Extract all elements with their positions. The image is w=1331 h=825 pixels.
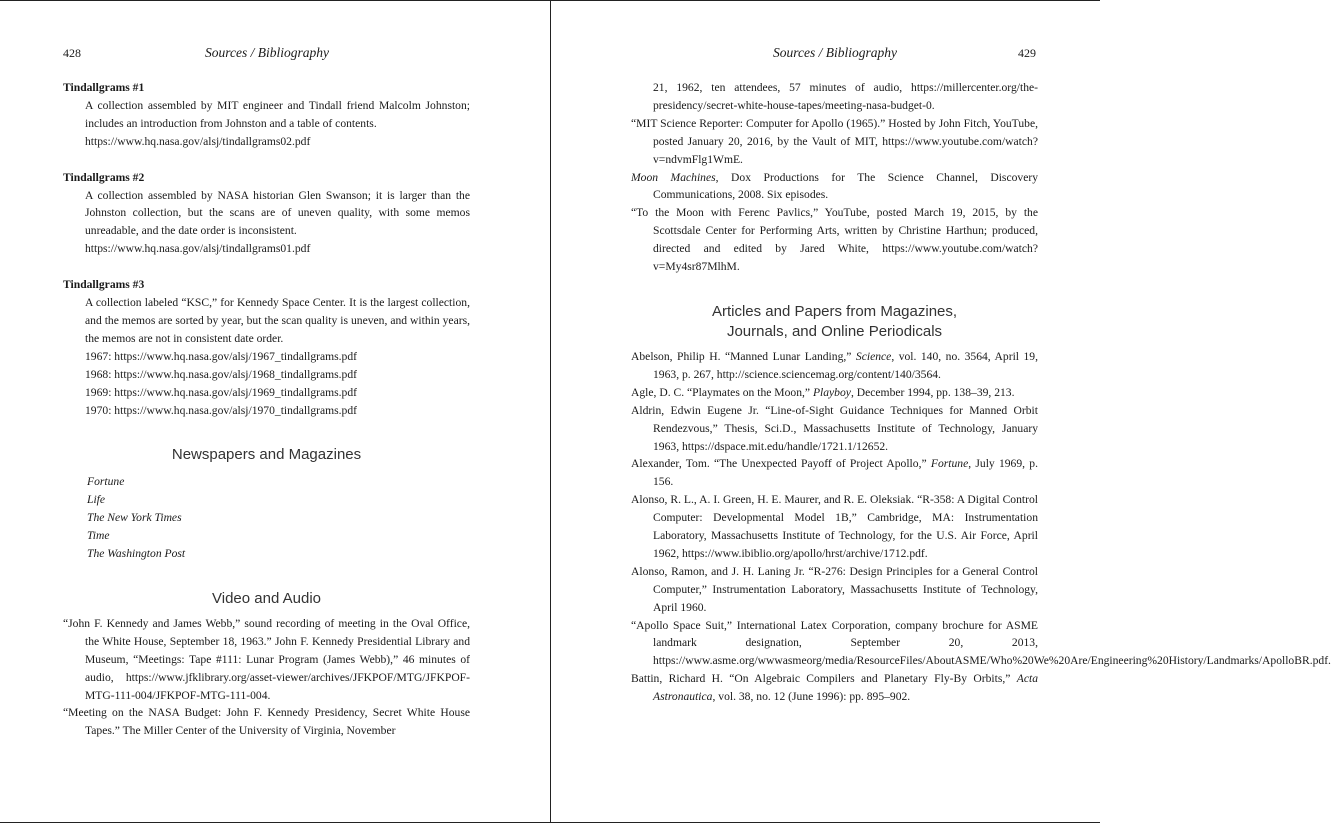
reference-entry: Alexander, Tom. “The Unexpected Payoff of Project Apollo,” Fortune, July 1969, p. 156. [631,457,1039,489]
reference-entry: “MIT Science Reporter: Computer for Apollo (1965).” Hosted by John Fitch, YouTube, posted January 20, 2016, by the Vault of MIT, https://www.youtube.com/watch?v=ndvmFlg1WmE. [631,116,1038,166]
right-page [550,0,1331,823]
section-heading-line1: Articles and Papers from Magazines, [711,302,958,320]
publication-item: The Washington Post [87,547,186,561]
running-head: Sources / Bibliography [205,45,329,60]
reference-entry: Agle, D. C. “Playmates on the Moon,” Playboy, December 1994, pp. 138–39, 213. [631,385,1015,399]
reference-entry: “To the Moon with Ferenc Pavlics,” YouTube, posted March 19, 2015, by the Scottsdale Center for Performing Arts, written by Christine Harthun; produced, directed and edited by Jared White, https://www.youtube.com/watch?v=My4sr87MlhM. [631,206,1038,274]
section-heading-line2: Journals, and Online Periodicals [726,322,943,340]
year-url: 1970: https://www.hq.nasa.gov/alsj/1970_tindallgrams.pdf [85,403,357,417]
reference-entry: Abelson, Philip H. “Manned Lunar Landing,” Science, vol. 140, no. 3564, April 19, 1963, p. 267, http://science.sciencemag.org/content/140/3564. [631,349,1038,381]
year-url: 1967: https://www.hq.nasa.gov/alsj/1967_tindallgrams.pdf [85,349,357,363]
running-head: Sources / Bibliography [773,45,897,60]
reference-entry: “Apollo Space Suit,” International Latex Corporation, company brochure for ASME landmark designation, September 20, 2013, https://www.asme.org/wwwasmeorg/media/ResourceFiles/AboutASME/Who%20We%20Are/Engineering%20History/Landmarks/ApolloBR.pdf. [631,618,1331,668]
entry-url: https://www.hq.nasa.gov/alsj/tindallgrams02.pdf [85,134,311,148]
section-heading: Video and Audio [212,589,321,607]
reference-entry: “John F. Kennedy and James Webb,” sound recording of meeting in the Oval Office, the White House, September 18, 1963.” John F. Kennedy Presidential Library and Museum, “Meetings: Tape #111: Lunar Program (James Webb),” 46 minutes of audio, https://www.jfklibrary.org/asset-viewer/archives/JFKPOF/MTG/JFKPOF-MTG-111-004/JFKPOF-MTG-111-004. [63,616,470,702]
left-column [63,79,470,740]
publication-item: The New York Times [87,511,182,525]
year-url: 1968: https://www.hq.nasa.gov/alsj/1968_tindallgrams.pdf [85,367,357,381]
entry-description: A collection assembled by NASA historian Glen Swanson; it is larger than the Johnston collection, but the scans are of uneven quality, with some memos unreadable, and the date order is inconsistent. [85,188,470,238]
publication-item: Fortune [87,475,125,489]
reference-entry: Alonso, R. L., A. I. Green, H. E. Maurer, and R. E. Oleksiak. “R-358: A Digital Control Computer: Developmental Model 1B,” Cambridge, MA: Instrumentation Laboratory, Massachusetts Institute of Technology, for the U.S. Air Force, April 1962, https://www.ibiblio.org/apollo/hrst/archive/1712.pdf. [631,493,1038,560]
page-number: 429 [1018,46,1036,60]
reference-entry: Aldrin, Edwin Eugene Jr. “Line-of-Sight Guidance Techniques for Manned Orbit Rendezvous,” Thesis, Sci.D., Massachusetts Institute of Technology, January 1963, https://dspace.mit.edu/handle/1721.1/12652. [631,403,1038,453]
entry-url: https://www.hq.nasa.gov/alsj/tindallgrams01.pdf [85,242,311,256]
entry-title: Tindallgrams #3 [63,278,145,292]
title-italic: Moon Machines [631,170,716,184]
section-heading: Newspapers and Magazines [171,446,362,464]
page-number: 428 [63,46,81,60]
entry-title: Tindallgrams #1 [63,81,145,94]
publication-item: Life [87,493,106,507]
year-url: 1969: https://www.hq.nasa.gov/alsj/1969_tindallgrams.pdf [85,385,357,399]
publication-item: Time [87,529,110,543]
reference-entry: Moon Machines, Dox Productions for The Science Channel, Discovery Communications, 2008. Six episodes. [631,170,1038,202]
left-page [0,0,551,823]
continued-entry: 21, 1962, ten attendees, 57 minutes of audio, https://millercenter.org/the-presidency/secret-white-house-tapes/meeting-nasa-budget-0. [653,81,1038,112]
entry-description: A collection labeled “KSC,” for Kennedy Space Center. It is the largest collection, and the memos are sorted by year, but the scan quality is uneven, and within years, the memos are not in consistent date order. [85,296,470,345]
reference-entry: “Meeting on the NASA Budget: John F. Kennedy Presidency, Secret White House Tapes.” The Miller Center of the University of Virginia, November [63,706,470,738]
right-column [631,79,1331,706]
entry-description: A collection assembled by MIT engineer and Tindall friend Malcolm Johnston; includes an introduction from Johnston and a table of contents. [85,98,470,130]
reference-entry: Battin, Richard H. “On Algebraic Compilers and Planetary Fly-By Orbits,” Acta Astronautica, vol. 38, no. 12 (June 1996): pp. 895–902. [631,672,1038,704]
reference-entry: Alonso, Ramon, and J. H. Laning Jr. “R-276: Design Principles for a General Control Computer,” Instrumentation Laboratory, Massachusetts Institute of Technology, April 1960. [631,564,1038,614]
entry-title: Tindallgrams #2 [63,170,145,184]
